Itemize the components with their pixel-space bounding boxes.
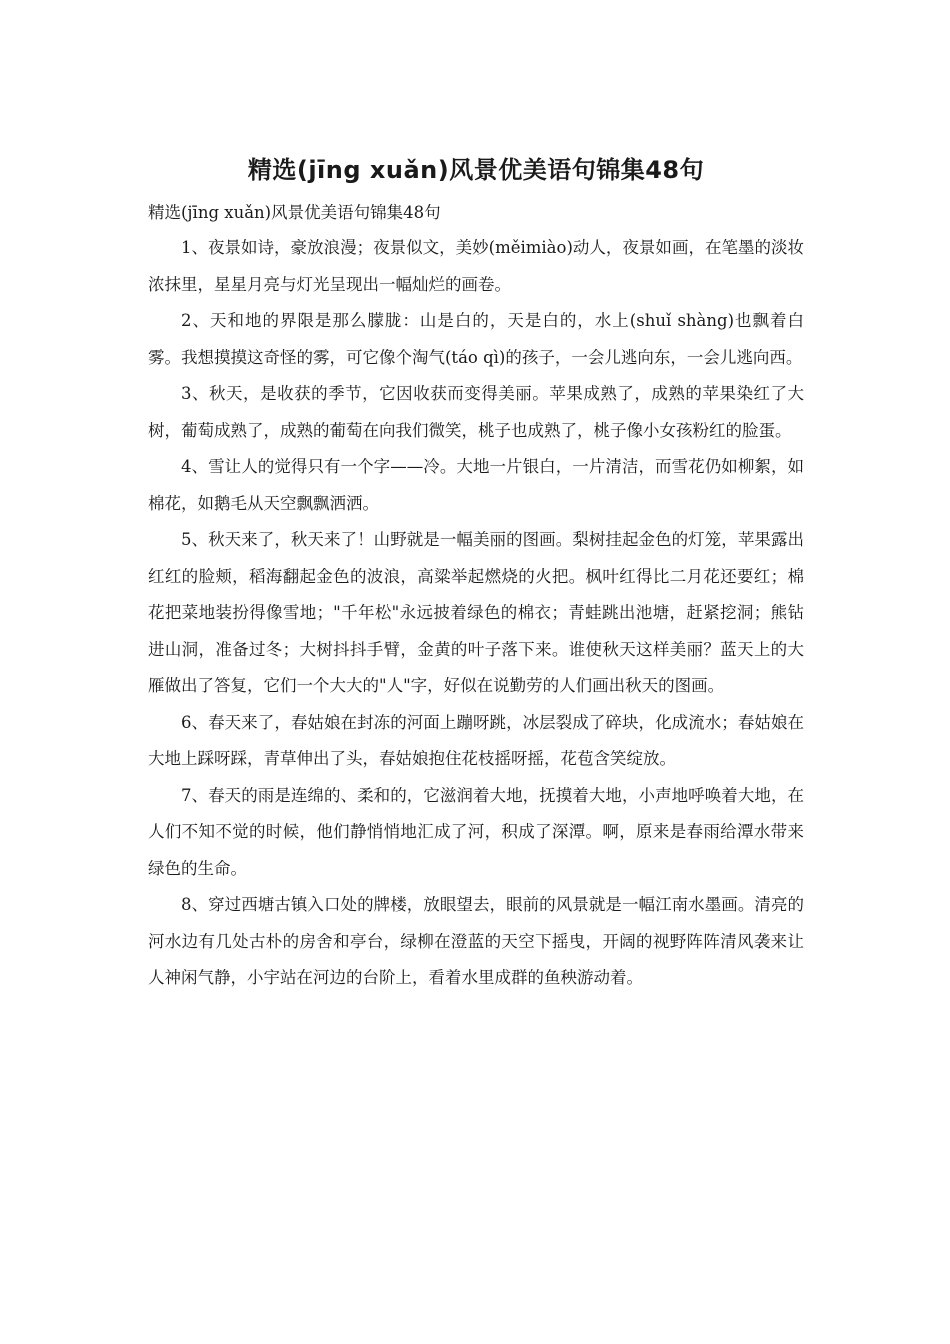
paragraph-8: 8、穿过西塘古镇入口处的牌楼，放眼望去，眼前的风景就是一幅江南水墨画。清亮的河水边有几处古朴的房舍和亭台，绿柳在澄蓝的天空下摇曳，开阔的视野阵阵清风袭来让人神闲气静，小宇站在河边的台阶上，看着水里成群的鱼秧游动着。 bbox=[148, 895, 804, 987]
paragraph-1: 1、夜景如诗，豪放浪漫；夜景似文，美妙(měimiào)动人，夜景如画，在笔墨的淡妆浓抹里，星星月亮与灯光呈现出一幅灿烂的画卷。 bbox=[148, 238, 804, 294]
paragraph-5: 5、秋天来了，秋天来了！山野就是一幅美丽的图画。梨树挂起金色的灯笼，苹果露出红红的脸颊，稻海翻起金色的波浪，高粱举起燃烧的火把。枫叶红得比二月花还要红；棉花把菜地装扮得像雪地；"千年松"永远披着绿色的棉衣；青蛙跳出池塘，赶紧挖洞；熊钻进山洞，准备过冬；大树抖抖手臂，金黄的叶子落下来。谁使秋天这样美丽？蓝天上的大雁做出了答复，它们一个大大的"人"字，好似在说勤劳的人们画出秋天的图画。 bbox=[148, 530, 804, 695]
document-page bbox=[148, 150, 804, 997]
document-subtitle: 精选(jīng xuǎn)风景优美语句锦集48句 bbox=[148, 203, 441, 222]
paragraph-6: 6、春天来了，春姑娘在封冻的河面上蹦呀跳，冰层裂成了碎块，化成流水；春姑娘在大地上踩呀踩，青草伸出了头，春姑娘抱住花枝摇呀摇，花苞含笑绽放。 bbox=[148, 712, 804, 768]
paragraph-2: 2、天和地的界限是那么朦胧：山是白的，天是白的，水上(shuǐ shàng)也飘着白雾。我想摸摸这奇怪的雾，可它像个淘气(táo qì)的孩子，一会儿逃向东，一会儿逃向西。 bbox=[148, 311, 804, 367]
paragraph-4: 4、雪让人的觉得只有一个字——冷。大地一片银白，一片清洁，而雪花仍如柳絮，如棉花，如鹅毛从天空飘飘洒洒。 bbox=[148, 457, 804, 513]
paragraph-7: 7、春天的雨是连绵的、柔和的，它滋润着大地，抚摸着大地，小声地呼唤着大地，在人们不知不觉的时候，他们静悄悄地汇成了河，积成了深潭。啊，原来是春雨给潭水带来绿色的生命。 bbox=[148, 785, 804, 878]
paragraph-3: 3、秋天，是收获的季节，它因收获而变得美丽。苹果成熟了，成熟的苹果染红了大树，葡萄成熟了，成熟的葡萄在向我们微笑，桃子也成熟了，桃子像小女孩粉红的脸蛋。 bbox=[148, 384, 804, 440]
document-title: 精选(jīng xuǎn)风景优美语句锦集48句 bbox=[247, 156, 705, 184]
